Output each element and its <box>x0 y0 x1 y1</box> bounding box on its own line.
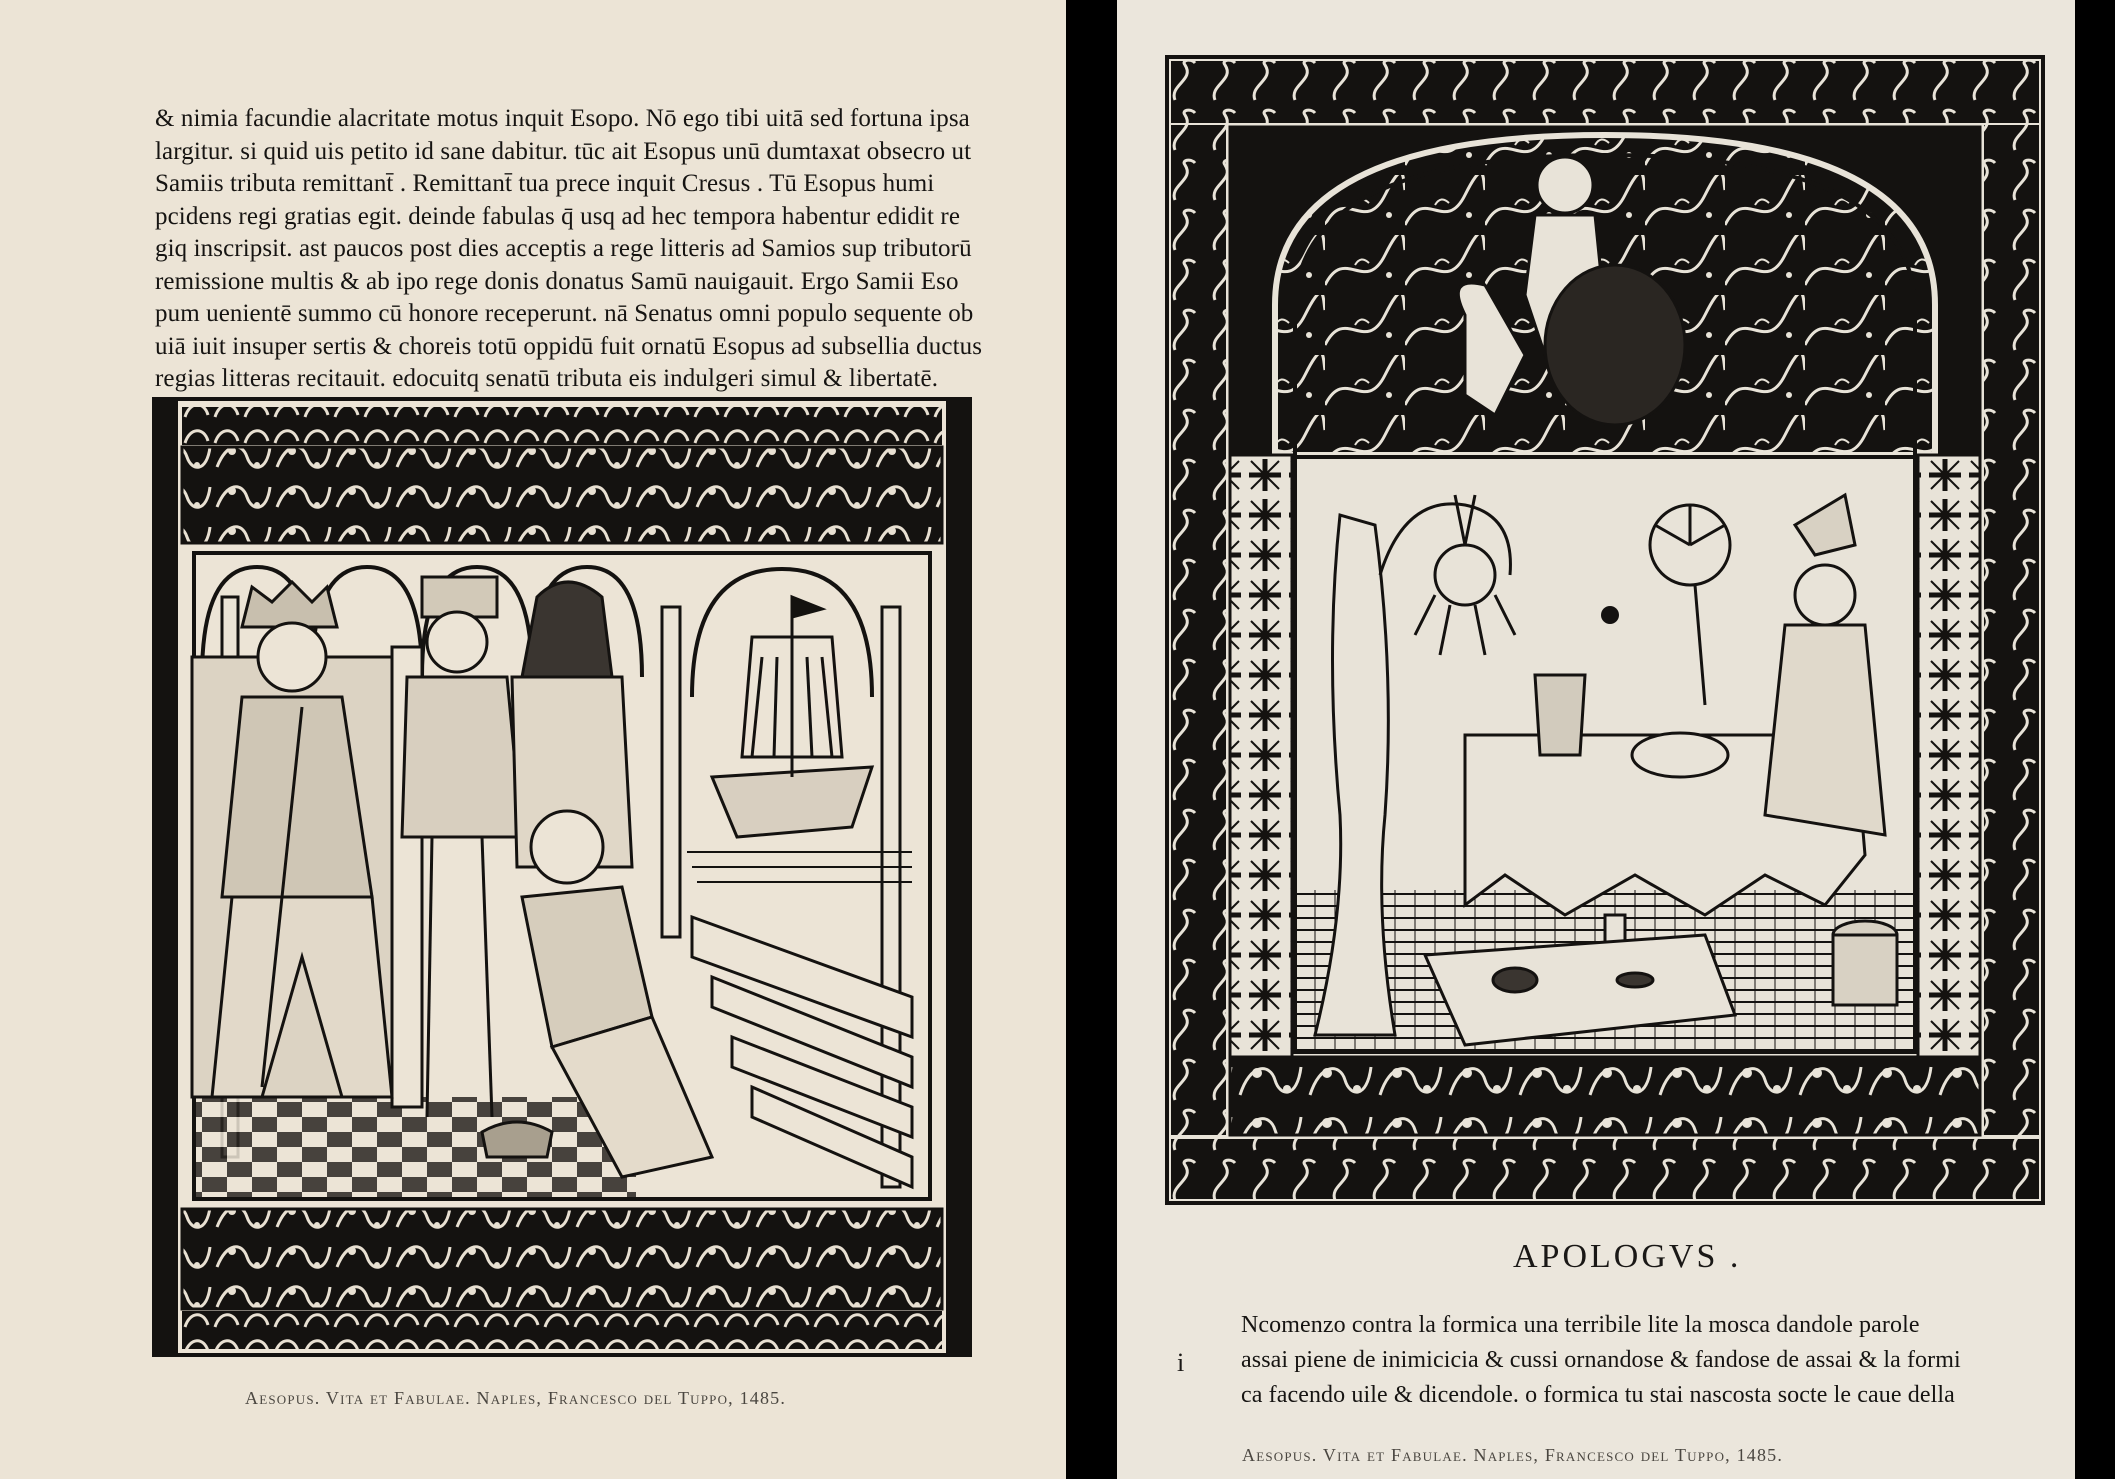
right-page-text <box>1241 1308 2061 1413</box>
text-line: largitur. si quid uis petito id sane dabitur. tūc ait Esopus unū dumtaxat obsecro ut <box>155 137 972 165</box>
text-line: giq inscripsit. ast paucos post dies acceptis a rege litteris ad Samios sup tributorū <box>155 235 972 262</box>
text-line: Samiis tributa remittant̄ . Remittant̄ tua prece inquit Cresus . Tū Esopus humi <box>155 170 935 197</box>
left-page-text <box>155 103 985 396</box>
text-line: uiā iuit insuper sertis & choreis totū oppidū fuit ornatū Esopus ad subsellia ductus <box>155 332 983 360</box>
marginal-mark: i <box>1177 1348 1185 1377</box>
text-line: pcidens regi gratias egit. deinde fabulas q̄ usq ad hec tempora habentur edidit re <box>155 202 961 230</box>
text-line: & nimia facundie alacritate motus inquit Esopo. Nō ego tibi uitā sed fortuna ipsa <box>155 105 970 132</box>
right-page-caption: Aesopus. Vita et Fabulae. Naples, Francesco del Tuppo, 1485. <box>1242 1445 1784 1465</box>
text-line: pum uenientē summo cū honore receperunt. nā Senatus omni populo sequente ob <box>155 300 974 327</box>
text-line: assai piene de inimicicia & cussi ornandose & fandose de assai & la formi <box>1241 1347 1961 1373</box>
apologvs-title: APOLOGVS . <box>1513 1238 1742 1275</box>
right-page <box>1117 0 2075 1479</box>
left-page-caption: Aesopus. Vita et Fabulae. Naples, Francesco del Tuppo, 1485. <box>245 1388 787 1408</box>
woodcut-fly-and-ant-icon <box>1165 55 2045 1205</box>
text-line: remissione multis & ab ipo rege donis donatus Samū nauigauit. Ergo Samii Eso <box>155 267 959 295</box>
text-line: ca facendo uile & dicendole. o formica tu stai nascosta socte le caue della <box>1241 1382 1955 1408</box>
text-line: regias litteras recitauit. edocuitq senatū tributa eis indulgeri simul & libertatē. <box>155 365 939 392</box>
text-line: Ncomenzo contra la formica una terribile lite la mosca dandole parole <box>1241 1312 1920 1338</box>
woodcut-king-kneeling-esopus-icon <box>152 397 972 1357</box>
